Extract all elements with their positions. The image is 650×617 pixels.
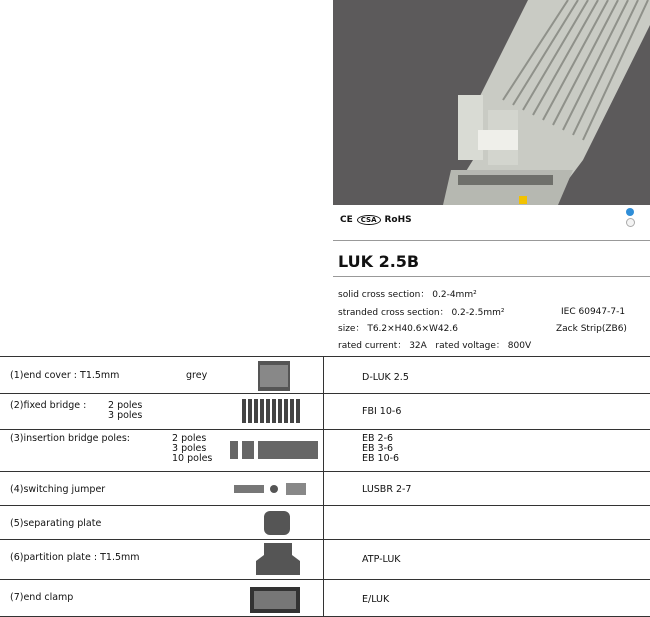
- separating-plate-image: [230, 509, 310, 537]
- color-option-blue[interactable]: [626, 208, 634, 216]
- partition-plate-image: [230, 541, 310, 577]
- accessory-code: EB 3-6: [362, 443, 394, 454]
- spec-stranded-cross-section: stranded cross section： 0.2-2.5mm²: [338, 308, 505, 318]
- table-row: [0, 539, 650, 580]
- spec-size: size： T6.2×H40.6×W42.6: [338, 324, 458, 334]
- product-title: LUK 2.5B: [338, 252, 420, 271]
- table-row: [0, 505, 650, 540]
- accessories-table: [0, 356, 650, 617]
- table-row: [0, 429, 650, 472]
- table-row: [0, 357, 650, 394]
- table-row: [0, 393, 650, 430]
- accessory-code: ATP-LUK: [362, 554, 401, 565]
- ce-mark: CE: [340, 215, 353, 225]
- csa-mark: CSA: [357, 215, 381, 225]
- strip-label: Zack Strip(ZB6): [556, 324, 627, 334]
- accessory-name: (4)switching jumper: [10, 484, 106, 495]
- accessory-name: (5)separating plate: [10, 518, 102, 529]
- standard-label: IEC 60947-7-1: [561, 307, 626, 317]
- accessory-option: 2 poles: [172, 433, 207, 444]
- accessory-option: 3 poles: [172, 443, 207, 454]
- spec-rated-current-voltage: rated current： 32A rated voltage： 800V: [338, 341, 532, 351]
- divider: [333, 276, 650, 277]
- accessory-code: FBI 10-6: [362, 406, 402, 417]
- fixed-bridge-image: [230, 397, 310, 425]
- accessory-name: (6)partition plate : T1.5mm: [10, 552, 140, 563]
- table-row: [0, 579, 650, 617]
- accessory-option: 2 poles: [108, 400, 143, 411]
- accessory-name: (2)fixed bridge :: [10, 400, 87, 411]
- certification-marks: [340, 215, 412, 225]
- accessory-name: (7)end clamp: [10, 592, 74, 603]
- accessory-option: 10 poles: [172, 453, 213, 464]
- switching-jumper-image: [230, 479, 310, 499]
- accessory-option: 3 poles: [108, 410, 143, 421]
- rohs-mark: RoHS: [384, 215, 412, 225]
- product-photo: [333, 0, 650, 205]
- accessory-name: (3)insertion bridge poles:: [10, 433, 131, 444]
- accessory-name: (1)end cover : T1.5mm: [10, 370, 120, 381]
- accessory-code: EB 2-6: [362, 433, 394, 444]
- insertion-bridge-image: [230, 437, 320, 463]
- accessory-color: grey: [186, 370, 208, 381]
- end-cover-image: [230, 359, 290, 391]
- color-option-white[interactable]: [626, 218, 635, 227]
- accessory-code: E/LUK: [362, 594, 390, 605]
- table-row: [0, 471, 650, 506]
- accessory-code: LUSBR 2-7: [362, 484, 412, 495]
- terminal-block-illustration: [333, 0, 650, 205]
- accessory-code: D-LUK 2.5: [362, 372, 409, 383]
- divider: [333, 240, 650, 241]
- spec-solid-cross-section: solid cross section： 0.2-4mm²: [338, 290, 477, 300]
- accessory-code: EB 10-6: [362, 453, 400, 464]
- end-clamp-image: [230, 581, 310, 615]
